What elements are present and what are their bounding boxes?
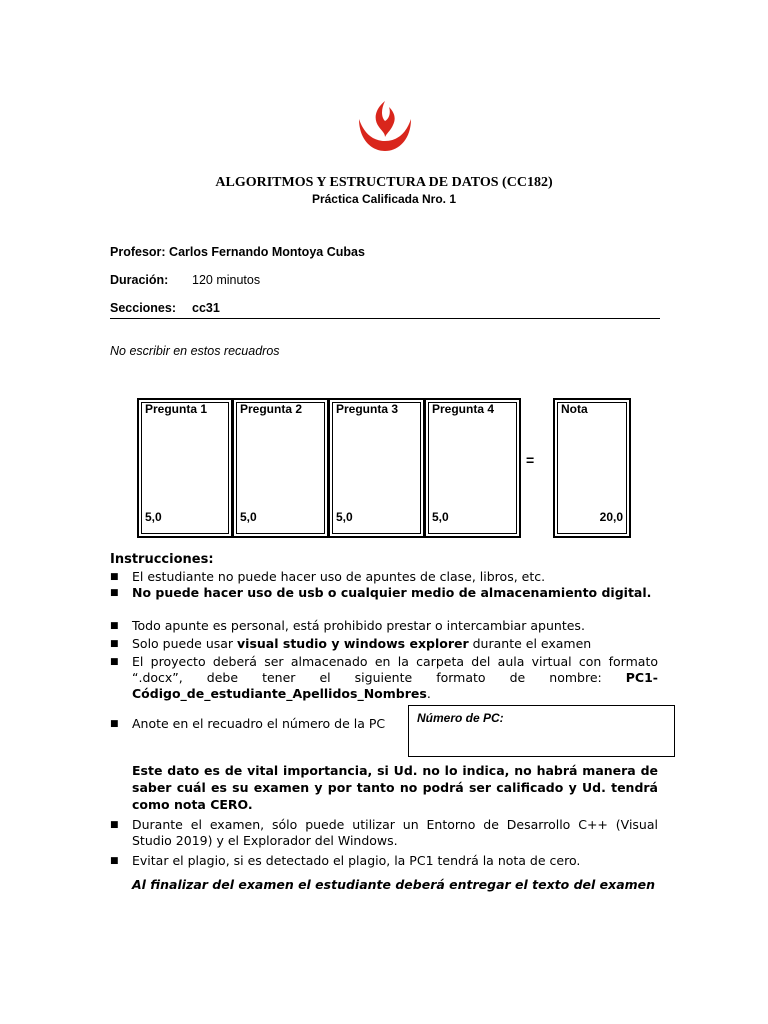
duration-line [110, 273, 261, 287]
grade-box-q4 [424, 398, 521, 538]
grade-box-points: 5,0 [145, 510, 162, 524]
list-item: ■ El estudiante no puede hacer uso de apuntes de clase, libros, etc. [110, 569, 546, 584]
do-not-write-note: No escribir en estos recuadros [110, 344, 280, 358]
sections-label: Secciones: [110, 301, 177, 315]
course-title: ALGORITMOS Y ESTRUCTURA DE DATOS (CC182) [215, 175, 553, 190]
list-item: ■ Todo apunte es personal, está prohibido prestar o intercambiar apuntes. [110, 618, 585, 633]
grade-box-label: Pregunta 3 [336, 402, 399, 416]
professor-line: Profesor: Carlos Fernando Montoya Cubas [110, 245, 365, 259]
pc-number-label: Número de PC: [417, 711, 504, 725]
vital-notice: Este dato es de vital importancia, si Ud. no lo indica, no habrá manera de saber cuál es su examen y por tanto no podrá ser calificado y Ud. tendrá como nota CERO. [132, 763, 658, 812]
header-divider [110, 318, 660, 319]
list-item: ■ Evitar el plagio, si es detectado el plagio, la PC1 tendrá la nota de cero. [110, 853, 581, 868]
list-item: ■ Solo puede usar visual studio y windows explorer durante el examen [110, 636, 592, 651]
grade-box-label: Nota [561, 402, 588, 416]
sections-line [110, 301, 220, 315]
grade-box-points: 5,0 [336, 510, 353, 524]
final-notice: Al finalizar del examen el estudiante deberá entregar el texto del examen [132, 877, 656, 892]
grade-box-points: 20,0 [599, 510, 623, 524]
duration-value: 120 minutos [192, 273, 261, 287]
exam-subtitle: Práctica Calificada Nro. 1 [311, 192, 457, 206]
list-item: ■ El proyecto deberá ser almacenado en la carpeta del aula virtual con formato “.docx”, debe tener el siguiente formato de nombre: PC1-Código_de_estudiante_Apellidos_Nombres. [110, 654, 658, 701]
grade-box-q1 [137, 398, 233, 538]
grade-box-label: Pregunta 1 [145, 402, 208, 416]
grade-box-points: 5,0 [240, 510, 257, 524]
logo-flame-shape [376, 101, 395, 137]
grade-box-label: Pregunta 2 [240, 402, 303, 416]
equals-sign: = [526, 452, 535, 468]
university-logo [355, 95, 415, 155]
grade-box-total [553, 398, 631, 538]
list-item: ■ Durante el examen, sólo puede utilizar un Entorno de Desarrollo C++ (Visual Studio 2019) y el Explorador del Windows. [110, 817, 658, 848]
sections-value: cc31 [192, 301, 220, 315]
grade-box-q2 [232, 398, 329, 538]
list-item: ■ Anote en el recuadro el número de la PC [110, 716, 386, 731]
grade-box-q3 [328, 398, 425, 538]
duration-label: Duración: [110, 273, 169, 287]
pc-number-box[interactable] [408, 705, 675, 757]
instructions-heading: Instrucciones: [110, 552, 214, 567]
list-item: ■ No puede hacer uso de usb o cualquier medio de almacenamiento digital. [110, 585, 652, 600]
grade-box-label: Pregunta 4 [432, 402, 495, 416]
grade-box-points: 5,0 [432, 510, 449, 524]
